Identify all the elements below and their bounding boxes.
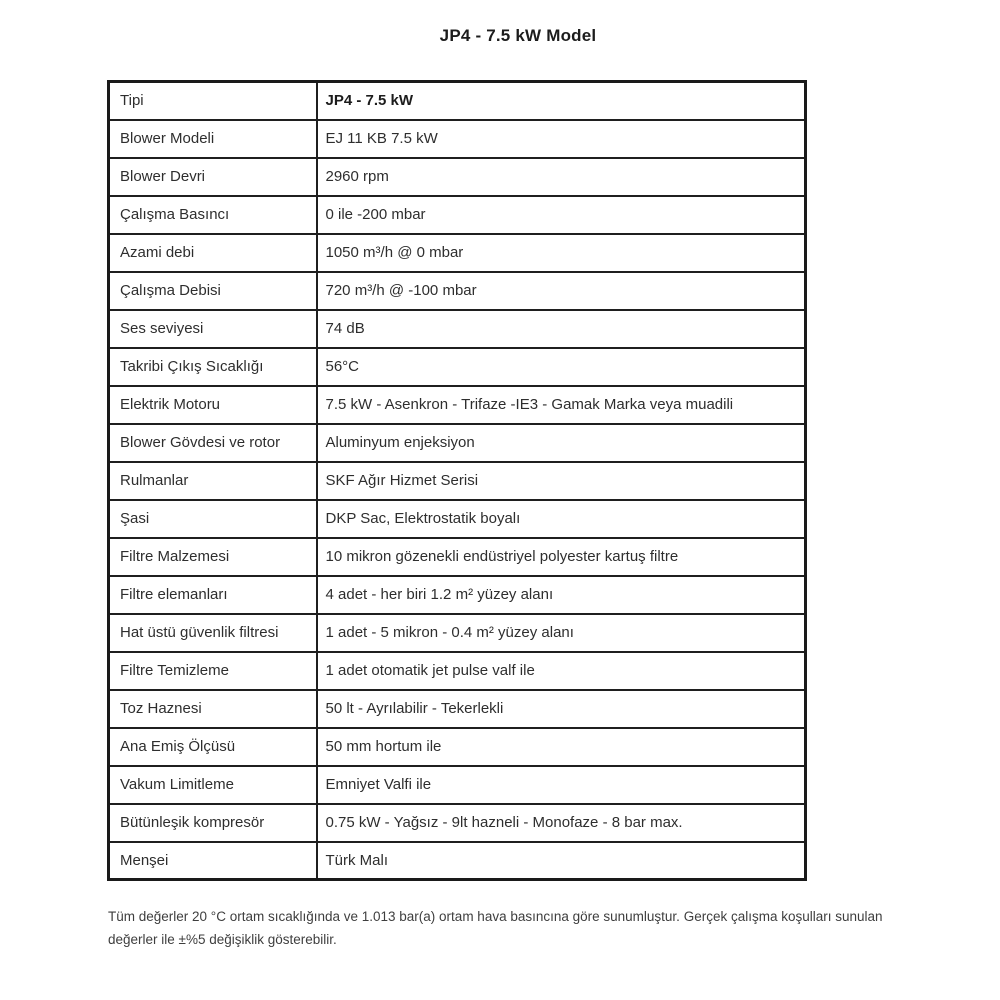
- footnote-line-1: Tüm değerler 20 °C ortam sıcaklığında ve 1.013 bar(a) ortam hava basıncına göre sunumluştur. Gerçek çalışma koşulları sunulan: [108, 909, 883, 924]
- table-row: [109, 576, 806, 614]
- table-row: [109, 462, 806, 500]
- spec-label: Ses seviyesi: [109, 310, 317, 348]
- spec-value: 0 ile -200 mbar: [317, 196, 806, 234]
- table-row: [109, 82, 806, 120]
- spec-value: JP4 - 7.5 kW: [317, 82, 806, 120]
- table-row: [109, 272, 806, 310]
- spec-value: 1050 m³/h @ 0 mbar: [317, 234, 806, 272]
- spec-label: Blower Gövdesi ve rotor: [109, 424, 317, 462]
- spec-label: Tipi: [109, 82, 317, 120]
- spec-value: 1 adet - 5 mikron - 0.4 m² yüzey alanı: [317, 614, 806, 652]
- spec-label: Blower Devri: [109, 158, 317, 196]
- spec-value: 56°C: [317, 348, 806, 386]
- footnote-line-2: değerler ile ±%5 değişiklik gösterebilir.: [108, 932, 337, 948]
- spec-label: Bütünleşik kompresör: [109, 804, 317, 842]
- spec-label: Çalışma Debisi: [109, 272, 317, 310]
- table-row: [109, 842, 806, 880]
- spec-label: Filtre elemanları: [109, 576, 317, 614]
- table-row: [109, 120, 806, 158]
- spec-value: 7.5 kW - Asenkron - Trifaze -IE3 - Gamak Marka veya muadili: [317, 386, 806, 424]
- spec-label: Rulmanlar: [109, 462, 317, 500]
- spec-value: 720 m³/h @ -100 mbar: [317, 272, 806, 310]
- spec-value: EJ 11 KB 7.5 kW: [317, 120, 806, 158]
- spec-label: Menşei: [109, 842, 317, 880]
- spec-value: Aluminyum enjeksiyon: [317, 424, 806, 462]
- spec-label: Takribi Çıkış Sıcaklığı: [109, 348, 317, 386]
- spec-value: 10 mikron gözenekli endüstriyel polyester kartuş filtre: [317, 538, 806, 576]
- footnote: [108, 905, 918, 951]
- spec-label: Hat üstü güvenlik filtresi: [109, 614, 317, 652]
- spec-label: Şasi: [109, 500, 317, 538]
- table-row: [109, 424, 806, 462]
- table-row: [109, 690, 806, 728]
- table-row: [109, 766, 806, 804]
- spec-value: 0.75 kW - Yağsız - 9lt hazneli - Monofaze - 8 bar max.: [317, 804, 806, 842]
- spec-value: 4 adet - her biri 1.2 m² yüzey alanı: [317, 576, 806, 614]
- spec-label: Vakum Limitleme: [109, 766, 317, 804]
- page-title: JP4 - 7.5 kW Model: [439, 26, 597, 45]
- spec-label: Filtre Malzemesi: [109, 538, 317, 576]
- spec-label: Blower Modeli: [109, 120, 317, 158]
- table-row: [109, 500, 806, 538]
- spec-value: Emniyet Valfi ile: [317, 766, 806, 804]
- spec-value: Türk Malı: [317, 842, 806, 880]
- spec-label: Çalışma Basıncı: [109, 196, 317, 234]
- table-row: [109, 538, 806, 576]
- spec-label: Azami debi: [109, 234, 317, 272]
- spec-label: Filtre Temizleme: [109, 652, 317, 690]
- table-row: [109, 234, 806, 272]
- spec-value: 2960 rpm: [317, 158, 806, 196]
- spec-value: 50 lt - Ayrılabilir - Tekerlekli: [317, 690, 806, 728]
- spec-value: 50 mm hortum ile: [317, 728, 806, 766]
- spec-label: Ana Emiş Ölçüsü: [109, 728, 317, 766]
- spec-value: DKP Sac, Elektrostatik boyalı: [317, 500, 806, 538]
- table-row: [109, 728, 806, 766]
- spec-label: Elektrik Motoru: [109, 386, 317, 424]
- spec-label: Toz Haznesi: [109, 690, 317, 728]
- table-row: [109, 158, 806, 196]
- table-row: [109, 310, 806, 348]
- spec-table: [107, 80, 807, 881]
- spec-value: 74 dB: [317, 310, 806, 348]
- table-row: [109, 614, 806, 652]
- table-row: [109, 196, 806, 234]
- table-row: [109, 386, 806, 424]
- spec-value: 1 adet otomatik jet pulse valf ile: [317, 652, 806, 690]
- table-row: [109, 348, 806, 386]
- table-row: [109, 804, 806, 842]
- spec-value: SKF Ağır Hizmet Serisi: [317, 462, 806, 500]
- table-row: [109, 652, 806, 690]
